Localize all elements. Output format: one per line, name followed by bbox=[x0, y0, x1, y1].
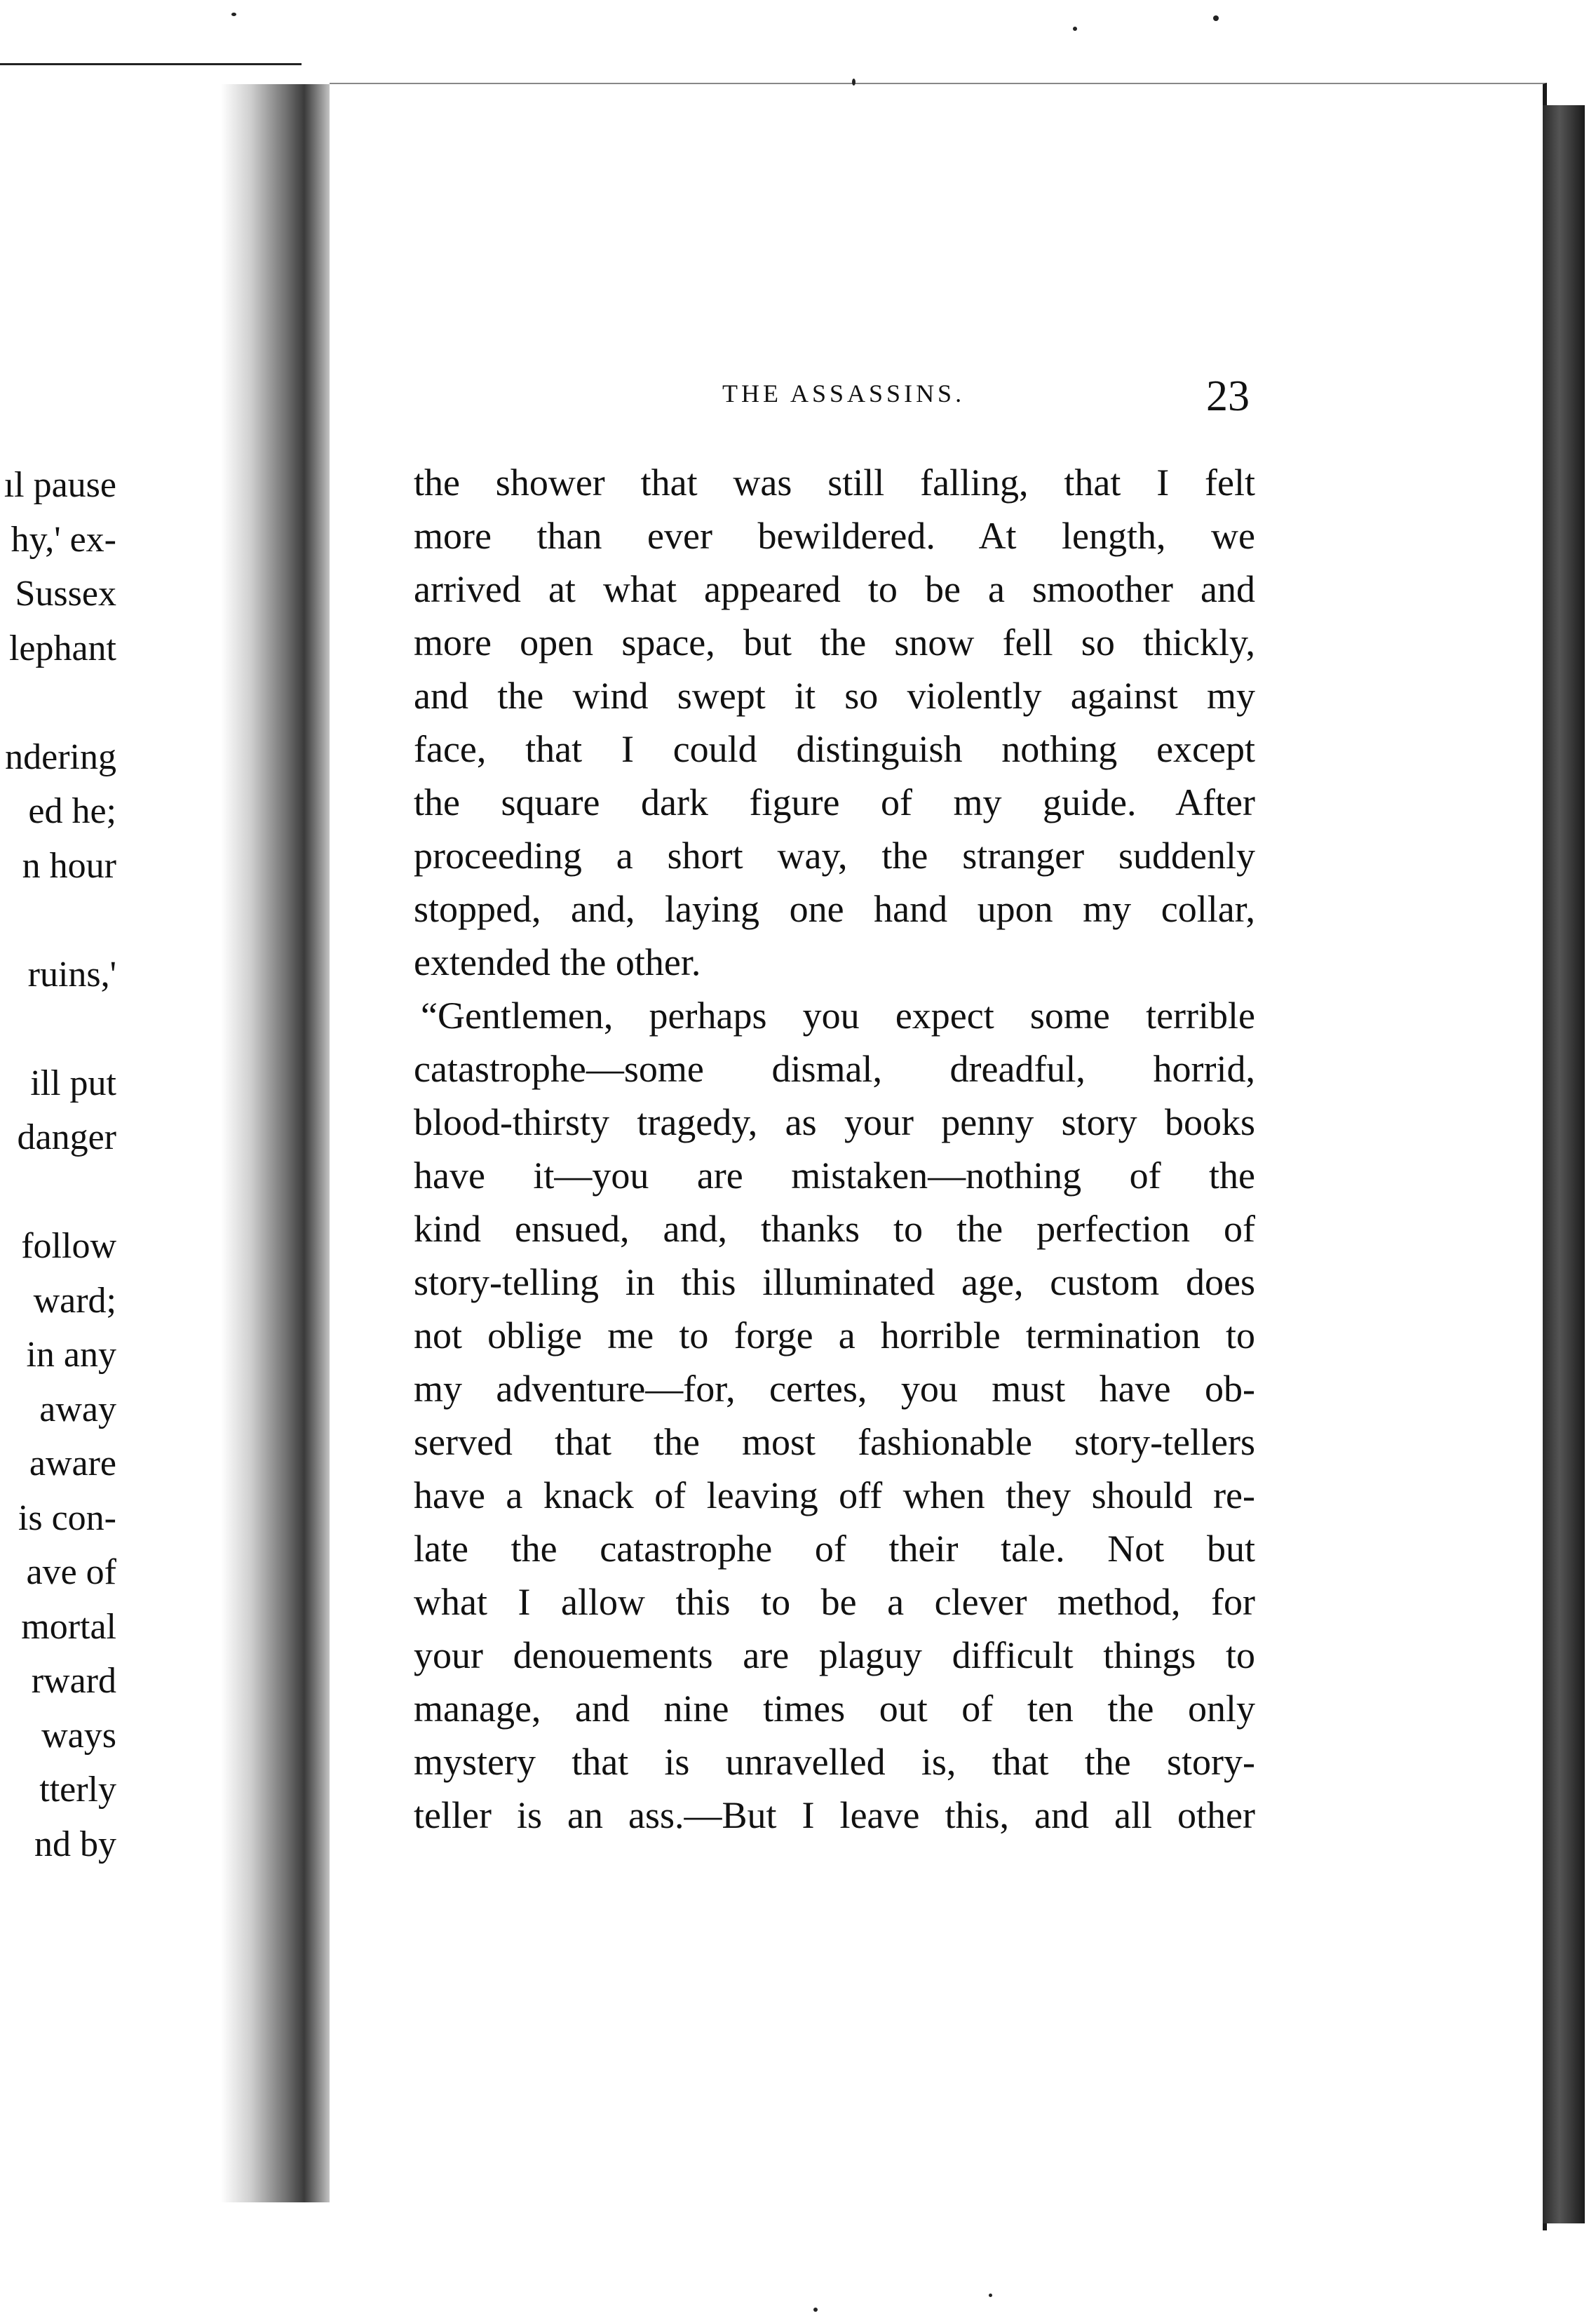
text-line: more open space, but the snow fell so thickly, bbox=[414, 621, 1255, 664]
left-fragment-line: lephant bbox=[8, 628, 116, 668]
page-number: 23 bbox=[1206, 372, 1250, 420]
text-line: story-telling in this illuminated age, custom does bbox=[414, 1261, 1255, 1303]
text-line: blood-thirsty tragedy, as your penny story books bbox=[414, 1101, 1255, 1143]
text-line: what I allow this to be a clever method, for bbox=[414, 1581, 1255, 1623]
text-line: kind ensued, and, thanks to the perfection of bbox=[414, 1208, 1255, 1250]
left-fragment-line: nd by bbox=[34, 1824, 116, 1864]
text-line: stopped, and, laying one hand upon my collar, bbox=[414, 888, 1255, 930]
left-fragment-line: hy,' ex- bbox=[11, 519, 116, 560]
left-fragment-line: ave of bbox=[26, 1552, 116, 1592]
left-fragment-line: mortal bbox=[21, 1606, 116, 1647]
text-line: served that the most fashionable story-tellers bbox=[414, 1421, 1255, 1463]
text-line: “Gentlemen, perhaps you expect some terrible bbox=[421, 995, 1255, 1037]
left-fragment-line: ways bbox=[41, 1715, 116, 1756]
scan-speck bbox=[813, 2308, 818, 2312]
text-line: mystery that is unravelled is, that the story- bbox=[414, 1741, 1255, 1783]
left-fragment-line bbox=[0, 675, 116, 730]
text-line: extended the other. bbox=[414, 941, 701, 983]
text-line: catastrophe—some dismal, dreadful, horrid, bbox=[414, 1048, 1255, 1090]
scan-speck bbox=[231, 13, 236, 16]
scan-speck bbox=[1213, 15, 1219, 21]
left-fragment-line: ill put bbox=[30, 1063, 116, 1103]
scan-speck bbox=[989, 2294, 992, 2297]
text-line: the square dark figure of my guide. After bbox=[414, 781, 1255, 823]
running-head: THE ASSASSINS. bbox=[722, 379, 966, 408]
left-fragment-line bbox=[0, 1002, 116, 1056]
text-line: have it—you are mistaken—nothing of the bbox=[414, 1154, 1255, 1197]
body-text bbox=[414, 456, 1255, 1842]
left-fragment-line bbox=[0, 893, 116, 948]
scan-speck bbox=[852, 79, 856, 86]
left-fragment-line: in any bbox=[26, 1335, 116, 1375]
left-fragment-line: ıl pause bbox=[4, 465, 116, 505]
left-fragment-line: tterly bbox=[39, 1770, 116, 1810]
text-line: arrived at what appeared to be a smoother and bbox=[414, 568, 1255, 610]
scan-speck bbox=[1073, 27, 1077, 31]
text-line: more than ever bewildered. At length, we bbox=[414, 515, 1255, 557]
text-line: teller is an ass.—But I leave this, and all other bbox=[414, 1794, 1255, 1836]
text-line: not oblige me to forge a horrible termination to bbox=[414, 1314, 1255, 1356]
left-fragment-line: ruins,' bbox=[27, 954, 116, 995]
left-fragment-line: danger bbox=[17, 1117, 116, 1157]
text-line: have a knack of leaving off when they should re- bbox=[414, 1474, 1255, 1516]
text-line: and the wind swept it so violently against my bbox=[414, 675, 1255, 717]
left-fragment-line: ed he; bbox=[28, 791, 116, 831]
left-fragment-line: ward; bbox=[33, 1280, 116, 1321]
text-line: the shower that was still falling, that I felt bbox=[414, 462, 1255, 504]
book-gutter-shadow bbox=[221, 84, 340, 2202]
left-fragment-line: aware bbox=[29, 1443, 116, 1483]
left-page-text-fragments bbox=[0, 458, 116, 1871]
left-fragment-line: ndering bbox=[5, 736, 116, 777]
text-line: my adventure—for, certes, you must have ob- bbox=[414, 1368, 1255, 1410]
text-line: late the catastrophe of their tale. Not but bbox=[414, 1528, 1255, 1570]
left-fragment-line bbox=[0, 1165, 116, 1220]
left-fragment-line: is con- bbox=[18, 1497, 116, 1538]
left-fragment-line: away bbox=[39, 1389, 116, 1429]
page-edge-shadow bbox=[1543, 105, 1585, 2223]
text-line: your denouements are plaguy difficult things to bbox=[414, 1634, 1255, 1676]
text-line: manage, and nine times out of ten the only bbox=[414, 1688, 1255, 1730]
text-line: proceeding a short way, the stranger suddenly bbox=[414, 835, 1255, 877]
left-fragment-line: follow bbox=[21, 1226, 116, 1266]
text-line: face, that I could distinguish nothing except bbox=[414, 728, 1255, 770]
left-fragment-line: rward bbox=[31, 1661, 116, 1701]
left-fragment-line: n hour bbox=[22, 845, 116, 886]
left-fragment-line: Sussex bbox=[15, 574, 116, 614]
